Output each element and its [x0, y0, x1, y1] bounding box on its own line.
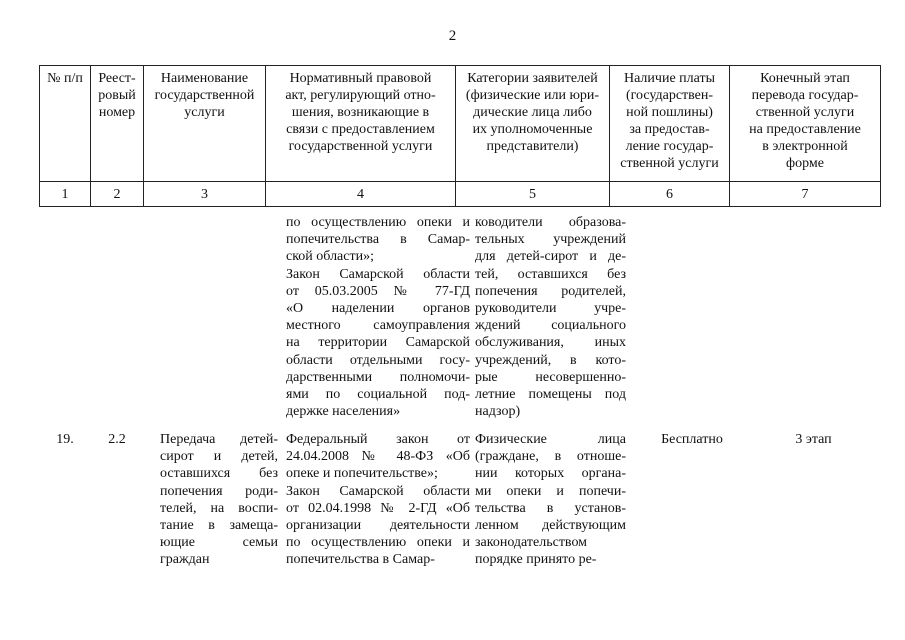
text-line: от 05.03.2005 № 77-ГД [286, 283, 470, 299]
text-line: тей, оставшихся без [475, 266, 626, 282]
text-line: (граждане, в отноше- [475, 449, 626, 465]
text-line: надзор) [475, 404, 521, 420]
text-line: по осуществлению опеки и [286, 215, 470, 230]
header-registry-label: Реест- ровый номер [98, 71, 136, 120]
header-fee-label: Наличие платы (государствен- ной пошлины) за предостав- ление государ- ственной услуги [620, 71, 719, 171]
row-final-stage: 3 этап [795, 432, 832, 447]
table-row-19 [0, 431, 905, 581]
text-line: граждан [160, 552, 210, 568]
text-line: сирот и детей, [160, 449, 278, 465]
text-line: ми опеки и попечи- [475, 483, 626, 499]
text-line: учреждений, в кото- [475, 352, 626, 368]
text-line: телей, на воспи- [160, 500, 278, 516]
text-line: дарственными полномочи- [286, 369, 470, 385]
text-line: Передача детей- [160, 432, 278, 447]
column-number-7: 7 [730, 182, 881, 207]
column-number-1: 1 [40, 182, 91, 207]
text-line: ководители образова- [475, 215, 626, 230]
header-col-2 [91, 66, 144, 182]
column-number-5: 5 [456, 182, 610, 207]
header-number-label: № п/п [47, 71, 83, 86]
services-table-header [39, 65, 881, 207]
continuation-applicants [475, 214, 626, 420]
text-line: оставшихся без [160, 466, 278, 482]
header-col-4 [266, 66, 456, 182]
text-line: рые несовершенно- [475, 369, 626, 385]
header-final-stage-label: Конечный этап перевода государ- ственной услуги на предоставление в электронной форме [749, 71, 861, 171]
row-service-name [160, 431, 278, 569]
header-service-name-label: Наименование государственной услуги [154, 71, 255, 120]
text-line: ющие семьи [160, 535, 278, 551]
text-line: ждений социального [475, 318, 626, 334]
text-line: ями по социальной под- [286, 386, 470, 402]
text-line: руководители учре- [475, 300, 626, 316]
column-number-4: 4 [266, 182, 456, 207]
column-number-2: 2 [91, 182, 144, 207]
page-number: 2 [448, 28, 457, 44]
text-line: тельных учреждений [475, 232, 626, 248]
text-line: тание в замеща- [160, 517, 278, 533]
continuation-row [0, 214, 905, 424]
text-line: ской области»; [286, 249, 374, 265]
column-number-6: 6 [610, 182, 730, 207]
header-col-5 [456, 66, 610, 182]
header-legal-act-label: Нормативный правовой акт, регулирующий отно- шения, возникающие в связи с предоставлением государственной услуги [285, 71, 436, 154]
text-line: опеке и попечительстве»; [286, 466, 438, 482]
text-line: тельства в установ- [475, 500, 626, 516]
text-line: местного самоуправления [286, 318, 470, 334]
row-number: 19. [56, 432, 74, 447]
text-line: Закон Самарской области [286, 266, 470, 282]
header-col-6 [610, 66, 730, 182]
row-legal-act [286, 431, 470, 569]
text-line: области отдельными госу- [286, 352, 470, 368]
text-line: попечительства в Самар- [286, 232, 470, 248]
continuation-legal-act [286, 214, 470, 420]
text-line: Федеральный закон от [286, 432, 470, 447]
column-number-3: 3 [144, 182, 266, 207]
row-fee: Бесплатно [661, 432, 723, 447]
row-applicants [475, 431, 626, 569]
text-line: летние помещены под [475, 386, 626, 402]
header-applicants-label: Категории заявителей (физические или юри- дические лица либо их уполномоченные представители) [465, 71, 600, 154]
text-line: попечительства в Самар- [286, 552, 435, 568]
text-line: Закон Самарской области [286, 483, 470, 499]
text-line: обслуживания, иных [475, 335, 626, 351]
text-line: по осуществлению опеки и [286, 535, 470, 551]
text-line: на территории Самарской [286, 335, 470, 351]
text-line: попечения родителей, [475, 283, 626, 299]
text-line: нии которых органа- [475, 466, 626, 482]
text-line: Физические лица [475, 432, 626, 447]
text-line: законодательством [475, 535, 588, 551]
text-line: от 02.04.1998 № 2-ГД «Об [286, 500, 470, 516]
column-headers-row [40, 66, 881, 182]
text-line: держке населения» [286, 404, 401, 420]
text-line: «О наделении органов [286, 300, 470, 316]
text-line: порядке принято ре- [475, 552, 597, 568]
column-numbers-row [40, 182, 881, 207]
text-line: организации деятельности [286, 517, 470, 533]
header-col-3 [144, 66, 266, 182]
text-line: ленном действующим [475, 517, 626, 533]
text-line: 24.04.2008 № 48-ФЗ «Об [286, 449, 470, 465]
text-line: попечения роди- [160, 483, 278, 499]
header-col-7 [730, 66, 881, 182]
text-line: для детей-сирот и де- [475, 249, 626, 265]
row-registry-number: 2.2 [108, 432, 126, 447]
header-col-1 [40, 66, 91, 182]
